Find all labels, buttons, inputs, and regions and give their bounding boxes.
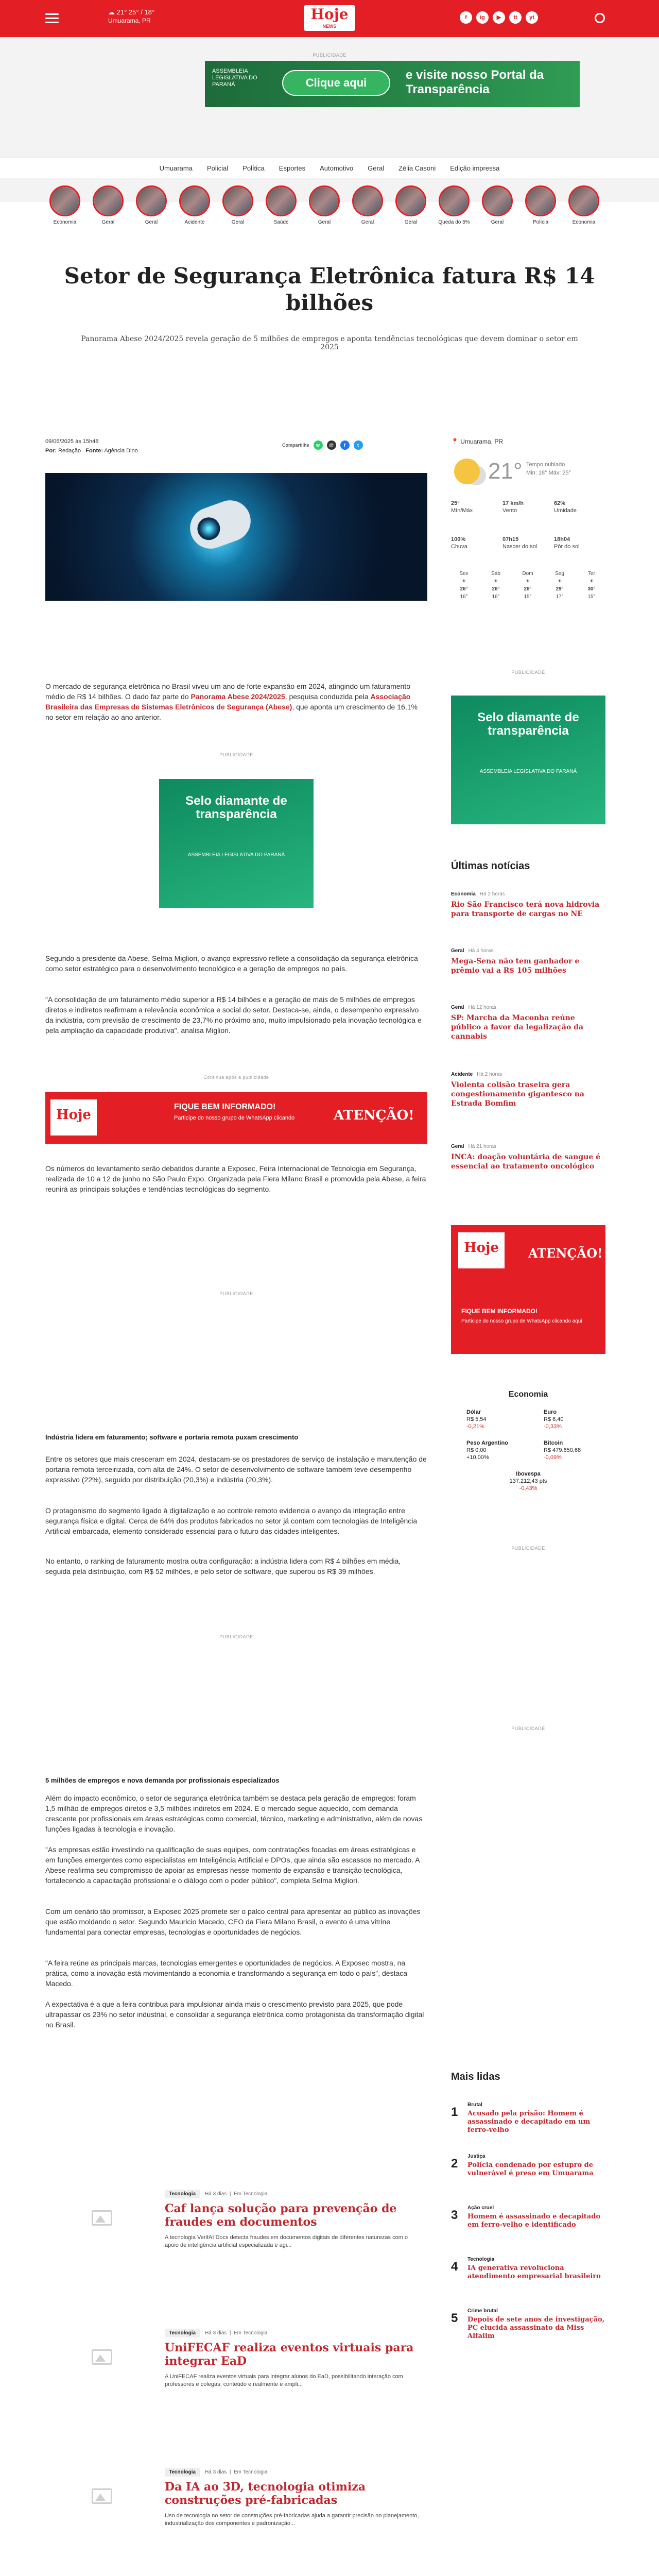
story-item[interactable]: Polícia — [524, 185, 558, 225]
related-article-card[interactable]: Tecnologia Há 3 dias | Em Tecnologia UniFECAF realiza eventos virtuais para integrar EaD A UniFECAF realiza eventos virtuais para integrar alunos do EaD, possibilitando interação com professores e colegas; conteúdo e realmente e ampli... — [88, 2329, 427, 2401]
twitter-icon[interactable]: t — [354, 440, 363, 450]
hero-image — [45, 473, 427, 601]
article-paragraph: Os números do levantamento serão debatidos durante a Exposec, Feira Internacional de Tecnologia em Segurança, realizada de 10 a 12 de junho no São Paulo Expo. Organizada pela Fiera Milano Brasil e promovida pela Abese, a feira reunirá as principais soluções e tendências tecnológicas do segmento. — [45, 1164, 426, 1193]
most-read-item[interactable]: Crime brutal Depois de sete anos de investigação, PC elucida assassinato da Miss Alfaiim — [467, 2308, 605, 2340]
story-item[interactable]: Queda do 5% — [437, 185, 471, 225]
story-item[interactable]: Geral — [394, 185, 428, 225]
menu-icon[interactable] — [45, 13, 59, 24]
cloud-icon: ☁ — [108, 8, 115, 16]
latest-news-item[interactable]: Geral Há 4 horas Mega-Sena não tem ganhador e prêmio vai a R$ 105 milhões — [451, 948, 580, 975]
most-read-item[interactable]: Tecnologia IA generativa revoluciona atendimento empresarial brasileiro — [467, 2257, 601, 2280]
article-paragraph: "As empresas estão investindo na qualificação de suas equipes, com contratações focadas em áreas estratégicas e em funções emergentes como especialistas em Inteligência Artificial e DPOs, que ainda são escassos no mercado. A Abese reafirma seu compromisso de apoiar as empresas nesse momento de expansão e transição tecnológica, fortalecendo a capacitação profissional e o diálogo com o poder público", completa Selma Migliori. — [45, 1845, 420, 1885]
latest-news-item[interactable]: Economia Há 2 horas Rio São Francisco terá nova hidrovia para transporte de cargas no NE — [451, 891, 600, 918]
story-item[interactable]: Geral — [480, 185, 514, 225]
story-item[interactable]: Geral — [351, 185, 385, 225]
nav-item[interactable]: Automotivo — [320, 164, 354, 172]
economy-widget: Economia Dólar R$ 5,54 -0,21% Euro R$ 6,40 -0,33% Peso Argentino R$ 0,00 +10,00% Bitcoin R$ 479.650,68 -0,09% Ibovespa 137.212,43 pts -0,43% — [466, 1390, 581, 1492]
article-date: 09/06/2025 às 15h48 — [45, 438, 99, 445]
article-title: Setor de Segurança Eletrônica fatura R$ 14 bilhões — [64, 263, 595, 315]
header-weather: ☁ 21° 25° / 18° Umuarama, PR — [108, 8, 155, 24]
partly-cloudy-icon — [454, 459, 480, 484]
nav-item[interactable]: Umuarama — [159, 164, 193, 172]
weather-widget: 📍 Umuarama, PR 21° Tempo nublado Min: 18° Máx: 25° 25° Mín/Máx 17 km/h Vento 62% Umidade 100% Chuva 07h15 Nascer do sol 18h04 Pôr do sol Sex ☀ 26° 16° Sáb ☀ 26° 16° Dom ☀ 28° 15° Seg ☀ 29° 17° Ter ☀ 30° 15° — [451, 438, 596, 600]
most-read-item[interactable]: Ação cruel Homem é assassinado e decapitado em ferro-velho e identificado — [467, 2205, 600, 2229]
story-item[interactable]: Geral — [221, 185, 255, 225]
threads-icon[interactable]: @ — [327, 440, 336, 450]
sidebar-ad[interactable]: Selo diamante de transparência ASSEMBLEIA LEGISLATIVA DO PARANÁ — [451, 696, 605, 824]
share-bar: Compartilhe w @ f t — [278, 440, 363, 450]
image-placeholder-icon — [88, 2346, 116, 2369]
location-icon: 📍 — [451, 438, 459, 445]
article-subtitle: Panorama Abese 2024/2025 revela geração de 5 milhões de empregos e aponta tendências tecnológicas que devem dominar o setor em 2025 — [81, 335, 578, 351]
camera-illustration — [184, 495, 256, 554]
sidebar-whatsapp-ad[interactable]: Hoje ATENÇÃO! FIQUE BEM INFORMADO! Participe do nosso grupo de WhatsApp clicando aqui — [451, 1225, 605, 1354]
article-subheading: Indústria lidera em faturamento; software e portaria remota puxam crescimento — [45, 1433, 299, 1441]
article-paragraph: A expectativa é a que a feira contribua para impulsionar ainda mais o crescimento previsto para 2025, que pode ultrapassar os 23% no setor industrial, e consolidar a segurança eletrônica como protagonista da transformação digital no Brasil. — [45, 2000, 424, 2029]
story-item[interactable]: Acidente — [178, 185, 212, 225]
inline-ad[interactable]: Selo diamante de transparência ASSEMBLEIA LEGISLATIVA DO PARANÁ — [159, 779, 314, 908]
article-paragraph: Entre os setores que mais cresceram em 2024, destacam-se os prestadores de serviço de instalação e manutenção de portaria remota terceirizada, com alta de 24%. O setor de desenvolvimento de software também teve desempenho expressivo (22%), seguido por distribuição (20,3%) e indústria (20,3%). — [45, 1455, 427, 1484]
top-bar — [0, 0, 659, 37]
article-paragraph: Com um cenário tão promissor, a Exposec 2025 promete ser o palco central para apresentar ao público as inovações que estão moldando o setor. Segundo Mauricio Macedo, CEO da Fiera Milano Brasil, o evento é uma vitrine fundamental para conectar empresas, tecnologias e oportunidades de negócios. — [45, 1907, 421, 1936]
related-article-card[interactable]: Tecnologia Há 3 dias | Em Tecnologia Caf lança solução para prevenção de fraudes em documentos A tecnologia VerifAI Docs detecta fraudes em documentos digitais de diferentes naturezas com o apoio de inteligência artificial especializada e agi... — [88, 2190, 427, 2262]
latest-news-item[interactable]: Geral Há 12 horas SP: Marcha da Maconha reúne público a favor da legalização da cannabis — [451, 1005, 584, 1041]
nav-item[interactable]: Edição impressa — [450, 164, 500, 172]
nav-item[interactable]: Esportes — [279, 164, 306, 172]
article-paragraph: "A consolidação de um faturamento médio superior a R$ 14 bilhões e a geração de mais de 5 milhões de empregos diretos e indiretos reafirmam a relevância econômica e social do setor. Destaca-se, ainda, o desempenho expressivo da indústria, com previsão de crescimento de 23,7% no próximo ano, muito impulsionado pela inovação tecnológica e pela ampliação da capacidade produtiva", analisa Migliori. — [45, 995, 422, 1035]
article-paragraph: Segundo a presidente da Abese, Selma Migliori, o avanço expressivo reflete a consolidação da segurança eletrônica como setor estratégico para o desenvolvimento tecnológico e a geração de empregos no país. — [45, 954, 418, 973]
article-paragraph: O mercado de segurança eletrônica no Brasil viveu um ano de forte expansão em 2024, atingindo um faturamento médio de R$ 14 bilhões. O dado faz parte do Panorama Abese 2024/2025, pesquisa conduzida pela Associação Brasileira das Empresas de Sistemas Eletrônicos de Segurança (Abese), que aponta um crescimento de 16,1% no setor em relação ao ano anterior. — [45, 682, 418, 721]
article-link[interactable]: Associação Brasileira das Empresas de Sistemas Eletrônicos de Segurança (Abese) — [45, 692, 411, 711]
youtube-icon[interactable]: ▶ — [493, 11, 505, 24]
story-item[interactable]: Economia — [48, 185, 82, 225]
story-item[interactable]: Geral — [307, 185, 341, 225]
most-read-item[interactable]: Justiça Polícia condenado por estupro de vulnerável é preso em Umuarama — [467, 2154, 594, 2177]
nav-item[interactable]: Policial — [206, 164, 229, 172]
whatsapp-ad-banner[interactable]: Hoje FIQUE BEM INFORMADO! Participe do nosso grupo de WhatsApp clicando ATENÇÃO! — [45, 1092, 427, 1144]
image-placeholder-icon — [88, 2485, 116, 2508]
latest-news-item[interactable]: Acidente Há 2 horas Violenta colisão traseira gera congestionamento gigantesco na Estrada Bomfim — [451, 1072, 584, 1108]
article-subheading: 5 milhões de empregos e nova demanda por profissionais especializados — [45, 1776, 280, 1784]
nav-item[interactable]: Geral — [368, 164, 384, 172]
ad-label: PUBLICIDADE — [313, 53, 346, 58]
stories-row — [48, 185, 614, 237]
related-article-card[interactable]: Tecnologia Há 3 dias | Em Tecnologia Da IA ao 3D, tecnologia otimiza construções pré-fabricadas Uso de tecnologia no setor de construções pré-fabricadas ajuda a garantir precisão no planejamento, industrialização dos componentes e padronização... — [88, 2468, 427, 2540]
search-icon[interactable] — [595, 13, 605, 23]
latest-news-item[interactable]: Geral Há 21 horas INCA: doação voluntária de sangue é essencial ao tratamento oncológico — [451, 1144, 601, 1171]
story-item[interactable]: Economia — [567, 185, 601, 225]
site-logo[interactable]: Hoje NEWS — [304, 5, 355, 31]
whatsapp-icon[interactable]: w — [314, 440, 323, 450]
video-icon[interactable]: yt — [526, 11, 538, 24]
main-nav — [0, 158, 659, 178]
article-paragraph: No entanto, o ranking de faturamento mostra outra configuração: a indústria lidera com R$ 4 bilhões em média, seguida pela distribuição, com R$ 52 milhões, e pelo setor de software, que superou os R$ 39 milhões. — [45, 1557, 401, 1575]
image-placeholder-icon — [88, 2207, 116, 2230]
most-read-item[interactable]: Brutal Acusado pela prisão: Homem é assassinado e decapitado em um ferro-velho — [467, 2102, 591, 2134]
latest-news-title: Últimas notícias — [451, 860, 530, 872]
facebook-share-icon[interactable]: f — [340, 440, 350, 450]
nav-item[interactable]: Política — [242, 164, 265, 172]
story-item[interactable]: Geral — [91, 185, 125, 225]
article-link[interactable]: Panorama Abese 2024/2025 — [190, 692, 285, 701]
article-meta: 09/06/2025 às 15h48 Por: Redação Fonte: Agência Dino — [45, 437, 138, 455]
story-item[interactable]: Geral — [134, 185, 168, 225]
story-item[interactable]: Saúde — [264, 185, 298, 225]
article-paragraph: O protagonismo do segmento ligado à digitalização e ao controle remoto evidencia o avanço da integração entre segurança física e digital. Cerca de 64% dos produtos fabricados no setor já contam com tecnologias de Inteligência Artificial embarcada, elemento considerado essencial para o futuro das cidades inteligentes. — [45, 1506, 418, 1535]
social-links — [460, 11, 542, 24]
article-paragraph: Além do impacto econômico, o setor de segurança eletrônica também se destaca pela geração de empregos: foram 1,5 milhão de empregos diretos e 3,5 milhões indiretos em 2024. E o mercado segue aquecido, com demanda crescente por profissionais em áreas estratégicas como comercial, técnico, marketing e administrativo, além de novas funções ligadas à tecnologia e inovação. — [45, 1794, 423, 1833]
nav-item[interactable]: Zélia Casoni — [398, 164, 436, 172]
instagram-icon[interactable]: ig — [476, 11, 489, 24]
tiktok-icon[interactable]: tt — [509, 11, 522, 24]
facebook-icon[interactable]: f — [460, 11, 472, 24]
top-banner-ad[interactable]: ASSEMBLEIA LEGISLATIVA DO PARANÁ Clique aqui e visite nosso Portal da Transparência — [205, 61, 580, 107]
article-paragraph: "A feira reúne as principais marcas, tecnologias emergentes e oportunidades de negócios. A Exposec mostra, na prática, como a inovação está movimentando a economia e transformando a segurança em todo o país", destaca Macedo. — [45, 1959, 408, 1988]
